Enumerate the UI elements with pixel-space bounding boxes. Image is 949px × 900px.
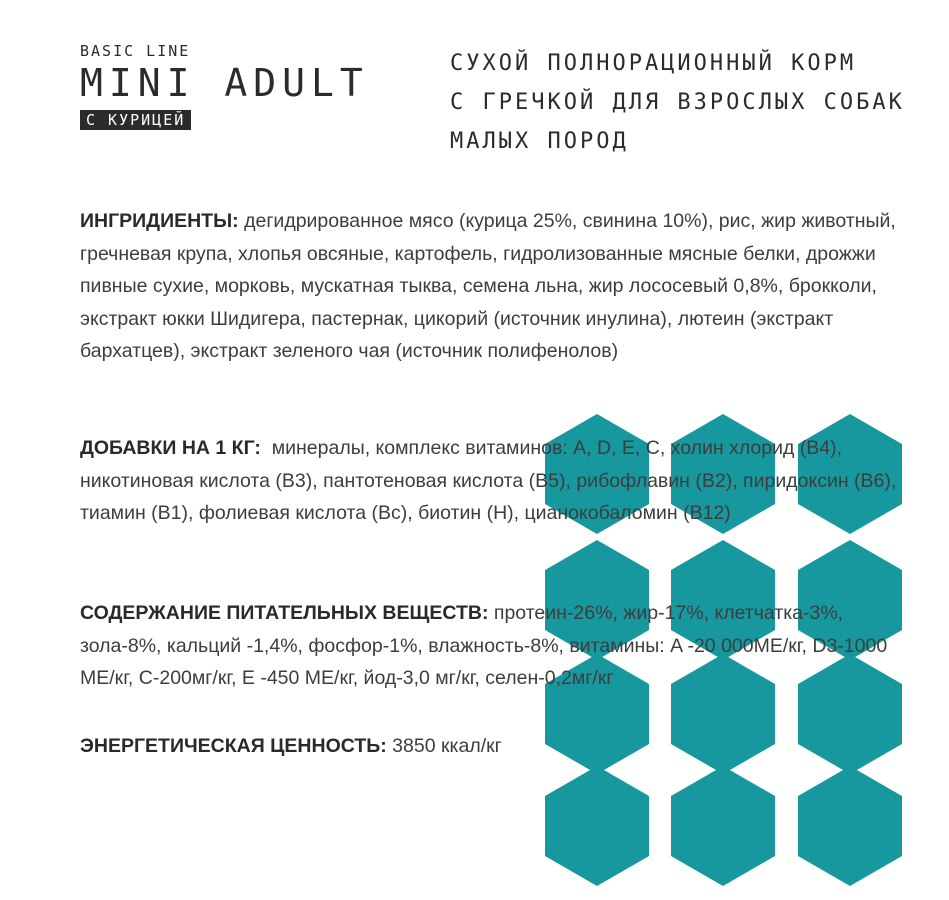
ingredients-section: [80, 205, 910, 368]
nutrients-text: протеин-26%, жир-17%, клетчатка-3%, зола-8%, кальций -1,4%, фосфор-1%, влажность-8%, витамины: A -20 000МЕ/кг, D3-1000 МЕ/кг, C-200мг/кг, E -450 МЕ/кг, йод-3,0 мг/кг, селен-0,2мг/кг: [80, 602, 888, 689]
additives-label: ДОБАВКИ НА 1 КГ:: [80, 437, 261, 459]
ingredients-label: ИНГРИДИЕНТЫ:: [80, 210, 239, 232]
hexagon-shape: [671, 766, 775, 886]
headline-line: СУХОЙ ПОЛНОРАЦИОННЫЙ КОРМ: [450, 51, 857, 76]
energy-text: 3850 ккал/кг: [386, 735, 502, 757]
brand-block: [80, 42, 369, 130]
nutrients-label: СОДЕРЖАНИЕ ПИТАТЕЛЬНЫХ ВЕЩЕСТВ:: [80, 602, 489, 624]
nutrients-section: [80, 597, 910, 695]
headline-line: С ГРЕЧКОЙ ДЛЯ ВЗРОСЛЫХ СОБАК: [450, 90, 905, 115]
energy-section: [80, 730, 910, 763]
brand-line: BASIC LINE: [80, 42, 191, 60]
product-description-headline: [450, 44, 930, 161]
hexagon-shape: [798, 766, 902, 886]
energy-label: ЭНЕРГЕТИЧЕСКАЯ ЦЕННОСТЬ:: [80, 735, 387, 757]
additives-text: минералы, комплекс витаминов: A, D, E, C, холин хлорид (B4), никотиновая кислота (B3), пантотеновая кислота (B5), рибофлавин (B2), пиридоксин (B6), тиамин (B1), фолиевая кислота (Bc), биотин (H), цианокобаломин (B12): [80, 437, 902, 524]
headline-line: МАЛЫХ ПОРОД: [450, 129, 629, 154]
additives-section: [80, 432, 910, 530]
ingredients-text: дегидрированное мясо (курица 25%, свинина 10%), рис, жир животный, гречневая крупа, хлопья овсяные, картофель, гидролизованные мясные белки, дрожжи пивные сухие, морковь, мускатная тыква, семена льна, жир лососевый 0,8%, брокколи, экстракт юкки Шидигера, пастернак, цикорий (источник инулина), лютеин (экстракт бархатцев), экстракт зеленого чая (источник полифенолов): [80, 210, 896, 362]
hexagon-shape: [545, 766, 649, 886]
flavor-tag: С КУРИЦЕЙ: [80, 110, 191, 130]
product-title: MINI ADULT: [80, 61, 369, 105]
